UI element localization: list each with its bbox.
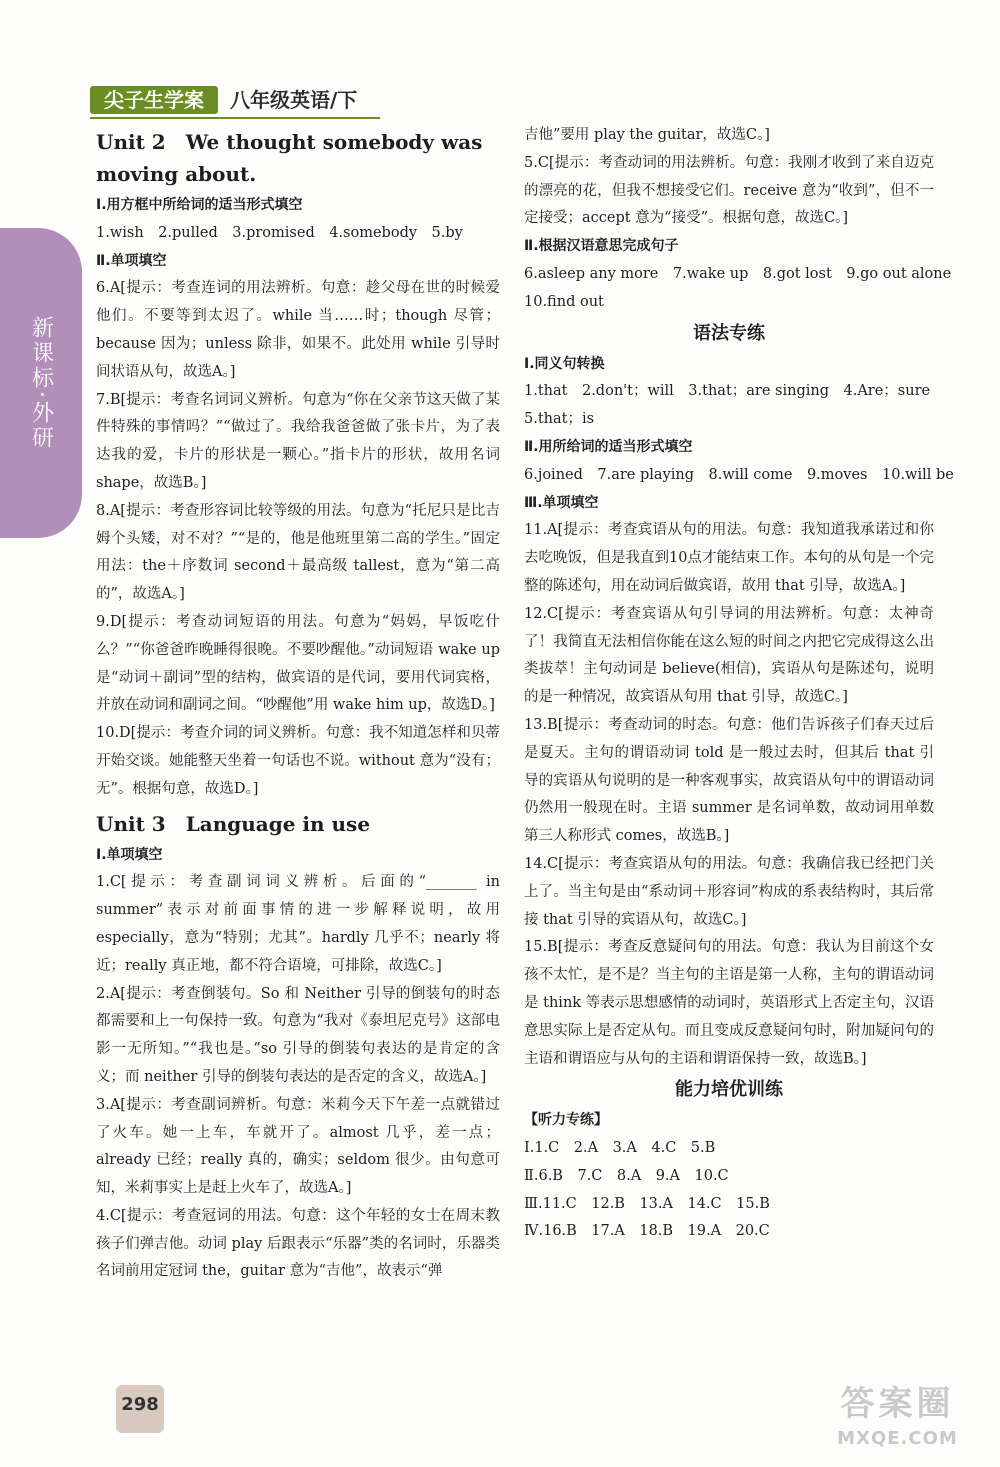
section-heading: Ⅰ.单项填空 bbox=[96, 846, 163, 863]
answer-item: 1.C[提示：考查副词词义辨析。后面的“_______ in summer”表示对前面事情的进一步解释说明，故用 especially，意为“特别；尤其”。hardly 几乎不；nearly 将近；really 真正地，都不符合语境，可排除，故选C。] bbox=[96, 874, 500, 974]
unit-heading: Unit 2 We thought somebody was moving about. bbox=[96, 130, 483, 186]
answer-item: 3.A[提示：考查副词辨析。句意：米莉今天下午差一点就错过了火车。她一上车，车就开了。almost 几乎，差一点；already 已经；really 真的，确实；seldom 很少。由句意可知，米莉事实上是赶上火车了，故选A。] bbox=[96, 1096, 500, 1197]
answer-item: 5.C[提示：考查动词的用法辨析。句意：我刚才收到了来自迈克的漂亮的花，但我不想接受它们。receive 意为“收到”，但不一定接受；accept 意为“接受”。根据句意，故选C。] bbox=[524, 154, 934, 227]
answer-row: 6.asleep any more 7.wake up 8.got lost 9.go out alone bbox=[524, 265, 952, 282]
page-number: 298 bbox=[116, 1385, 164, 1433]
right-column bbox=[524, 122, 954, 1246]
book-subtitle: 八年级英语/下 bbox=[230, 88, 358, 112]
answer-item: 15.B[提示：考查反意疑问句的用法。句意：我认为目前这个女孩不太忙，是不是？当主句的主语是第一人称，主句的谓语动词是 think 等表示思想感情的动词时，英语形式上否定主句，汉语意思实际上是否定从句。而且变成反意疑问句时，附加疑问句的主语和谓语应与从句的主语和谓语保持一致，故选B。] bbox=[524, 939, 934, 1067]
watermark-domain: MXQE.COM bbox=[837, 1428, 958, 1449]
answer-item: 10.D[提示：考查介词的词义辨析。句意：我不知道怎样和贝蒂开始交谈。她能整天坐着一句话也不说。without 意为“没有；无”。根据句意，故选D。] bbox=[96, 725, 500, 797]
answer-row: Ⅰ.1.C 2.A 3.A 4.C 5.B bbox=[524, 1140, 716, 1157]
unit-heading: Unit 3 Language in use bbox=[96, 811, 371, 836]
answer-item: 4.C[提示：考查冠词的用法。句意：这个年轻的女士在周末教孩子们弹吉他。动词 play 后跟表示“乐器”类的名词时，乐器类名词前用定冠词 the，guitar 意为“吉他”，故表示“弹 bbox=[96, 1207, 500, 1280]
header-underline bbox=[90, 117, 380, 119]
section-title: 语法专练 bbox=[693, 322, 765, 344]
answer-item: 12.C[提示：考查宾语从句引导词的用法辨析。句意：太神奇了！我简直无法相信你能在这么短的时间之内把它完成得这么出类拔萃！主句动词是 believe(相信)，宾语从句是陈述句，说明的是一种情况，故宾语从句用 that 引导，故选C。] bbox=[524, 605, 934, 706]
answer-row: Ⅳ.16.B 17.A 18.B 19.A 20.C bbox=[524, 1223, 770, 1240]
answer-item: 6.A[提示：考查连词的用法辨析。句意：趁父母在世的时候爱他们。不要等到太迟了。while 当……时；though 尽管；because 因为；unless 除非，如果不。此处用 while 引导时间状语从句，故选A。] bbox=[96, 280, 500, 380]
section-heading: 【听力专练】 bbox=[524, 1112, 608, 1129]
watermark-logo-text: 答案圈 bbox=[840, 1384, 955, 1424]
answer-item: 7.B[提示：考查名词词义辨析。句意为“你在父亲节这天做了某件特殊的事情吗？”“做过了。我给我爸爸做了张卡片，为了表达我的爱，卡片的形状是一颗心。”指卡片的形状，故用名词 shape，故选B。] bbox=[96, 391, 500, 491]
watermark bbox=[805, 1382, 990, 1462]
answer-item: 9.D[提示：考查动词短语的用法。句意为“妈妈，早饭吃什么？”“你爸爸昨晚睡得很晚。不要吵醒他。”动词短语 wake up 是“动词＋副词”型的结构，做宾语的是代词，要用代词宾格，并放在动词和副词之间。“吵醒他”用 wake him up，故选D。] bbox=[96, 613, 500, 714]
answer-row: 10.find out bbox=[524, 293, 604, 310]
answer-row: 5.that；is bbox=[524, 411, 595, 428]
section-heading: Ⅰ.同义句转换 bbox=[524, 355, 605, 372]
answer-row: Ⅱ.6.B 7.C 8.A 9.A 10.C bbox=[524, 1167, 729, 1184]
answer-row: Ⅲ.11.C 12.B 13.A 14.C 15.B bbox=[524, 1195, 770, 1212]
section-heading: Ⅱ.根据汉语意思完成句子 bbox=[524, 238, 679, 255]
section-heading: Ⅲ.单项填空 bbox=[524, 494, 599, 511]
answer-row: 1.that 2.don't；will 3.that；are singing 4.Are；sure bbox=[524, 383, 931, 400]
section-title: 能力培优训练 bbox=[675, 1079, 783, 1101]
answer-item: 13.B[提示：考查动词的时态。句意：他们告诉孩子们春天过后是夏天。主句的谓语动词 told 是一般过去时，但其后 that 引导的宾语从句说明的是一种客观事实，故宾语从句中的谓语动词仍然用一般现在时。主语 summer 是名词单数，故动词用单数第三人称形式 comes，故选B。] bbox=[524, 716, 934, 845]
answer-item: 吉他”要用 play the guitar，故选C。] bbox=[524, 127, 770, 143]
side-tab bbox=[0, 228, 82, 538]
left-column bbox=[96, 122, 500, 1286]
brand-badge: 尖子生学案 bbox=[90, 86, 218, 114]
answer-item: 2.A[提示：考查倒装句。So 和 Neither 引导的倒装句的时态都需要和上一句保持一致。句意为“我对《泰坦尼克号》这部电影一无所知。”“我也是。”so 引导的倒装句表达的是肯定的含义；而 neither 引导的倒装句表达的是否定的含义，故选A。] bbox=[96, 985, 500, 1085]
answer-item: 14.C[提示：考查宾语从句的用法。句意：我确信我已经把门关上了。当主句是由“系动词＋形容词”构成的系表结构时，其后常接 that 引导的宾语从句，故选C。] bbox=[524, 855, 934, 928]
section-heading: Ⅱ.用所给词的适当形式填空 bbox=[524, 438, 693, 455]
side-tab-label: 新课标·外研 bbox=[28, 315, 54, 451]
answer-item: 8.A[提示：考查形容词比较等级的用法。句意为“托尼只是比吉姆个头矮，对不对？”“是的，他是他班里第二高的学生。”固定用法：the＋序数词 second＋最高级 tallest，意为“第二高的”，故选A。] bbox=[96, 502, 500, 603]
answer-row: 6.joined 7.are playing 8.will come 9.moves 10.will be bbox=[524, 466, 954, 483]
section-heading: Ⅱ.单项填空 bbox=[96, 252, 167, 269]
answer-item: 11.A[提示：考查宾语从句的用法。句意：我知道我承诺过和你去吃晚饭，但是我直到10点才能结束工作。本句的从句是一个完整的陈述句，用在动词后做宾语，故用 that 引导，故选A。] bbox=[524, 522, 934, 594]
section-heading: Ⅰ.用方框中所给词的适当形式填空 bbox=[96, 197, 303, 213]
answer-row: 1.wish 2.pulled 3.promised 4.somebody 5.by bbox=[96, 224, 463, 241]
